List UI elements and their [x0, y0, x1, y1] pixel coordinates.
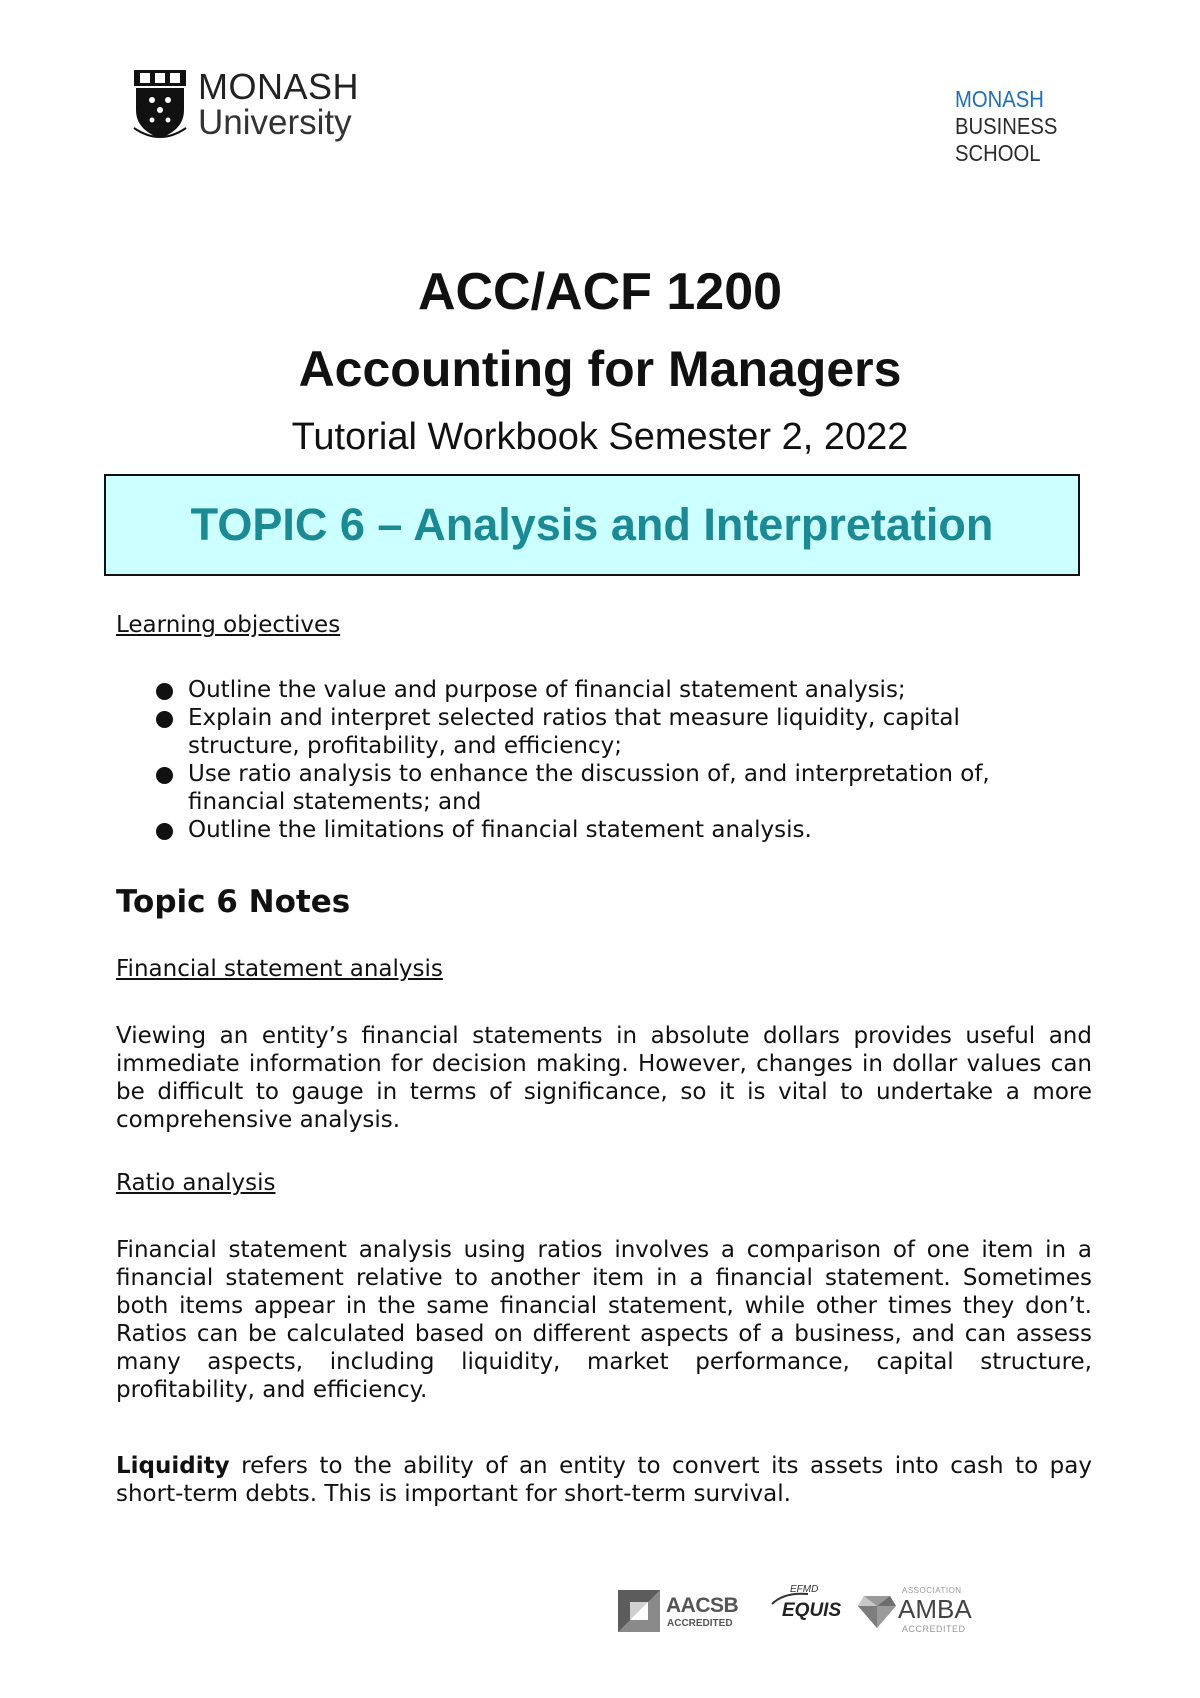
aacsb-subtext: ACCREDITED	[667, 1618, 733, 1629]
course-code: ACC/ACF 1200	[417, 263, 783, 321]
list-item	[156, 760, 1056, 816]
bullet-icon	[156, 711, 173, 728]
ratio-analysis-heading: Ratio analysis	[116, 1170, 276, 1196]
bullet-icon	[156, 683, 173, 700]
amba-gem-icon	[858, 1594, 896, 1628]
liquidity-definition: refers to the ability of an entity to convert its assets into cash to pay short-term debts. This is important for short-term survival.	[116, 1453, 1092, 1507]
aacsb-mark-icon	[618, 1590, 660, 1632]
fsa-paragraph: Viewing an entity’s financial statements in absolute dollars provides useful and immediate information for decision making. However, changes in dollar values can be difficult to gauge in terms of significance, so it is vital to undertake a more comprehensive analysis.	[116, 1023, 1092, 1133]
equis-text: EQUIS	[782, 1600, 842, 1621]
amba-logo	[858, 1586, 972, 1638]
monash-crest-icon	[132, 70, 188, 140]
equis-top-text: EFMD	[790, 1584, 819, 1595]
liquidity-paragraph	[116, 1452, 1092, 1508]
monash-university-logo	[132, 68, 392, 148]
list-item	[156, 704, 1056, 760]
list-item	[156, 816, 1056, 844]
ratio-analysis-paragraph: Financial statement analysis using ratios involves a comparison of one item in a financial statement relative to another item in a financial statement. Sometimes both items appear in the same financial statement, while other times they don’t. Ratios can be calculated based on different aspects of a business, and can assess many aspects, including liquidity, market performance, capital structure, profitability, and efficiency.	[116, 1237, 1092, 1403]
objectives-list	[156, 676, 1056, 844]
school-line-1: MONASH	[955, 86, 1044, 112]
objective-text: Explain and interpret selected ratios that measure liquidity, capital structure, profitability, and efficiency;	[188, 705, 960, 759]
fsa-heading: Financial statement analysis	[116, 956, 443, 982]
topic-title: TOPIC 6 – Analysis and Interpretation	[190, 499, 994, 550]
bullet-icon	[156, 823, 173, 840]
amba-top-text: ASSOCIATION	[902, 1586, 962, 1595]
amba-text: AMBA	[898, 1594, 972, 1624]
logo-university-word: University	[198, 103, 352, 142]
objective-text: Outline the value and purpose of financial statement analysis;	[188, 677, 906, 703]
equis-logo	[770, 1584, 842, 1636]
aacsb-text: AACSB	[666, 1594, 739, 1617]
notes-heading: Topic 6 Notes	[116, 884, 351, 920]
business-school-logo	[955, 86, 1057, 167]
objective-text: Use ratio analysis to enhance the discussion of, and interpretation of, financial statements; and	[188, 761, 990, 815]
learning-objectives-heading: Learning objectives	[116, 612, 341, 638]
school-line-2: BUSINESS	[955, 113, 1058, 139]
objective-text: Outline the limitations of financial statement analysis.	[188, 817, 812, 843]
list-item	[156, 676, 1056, 704]
workbook-subtitle: Tutorial Workbook Semester 2, 2022	[291, 416, 909, 458]
logo-monash-word: MONASH	[198, 66, 360, 107]
liquidity-term: Liquidity	[116, 1453, 230, 1479]
school-line-3: SCHOOL	[955, 140, 1041, 166]
aacsb-logo	[618, 1590, 744, 1634]
course-name: Accounting for Managers	[298, 341, 902, 397]
topic-box	[104, 474, 1080, 576]
bullet-icon	[156, 767, 173, 784]
amba-subtext: ACCREDITED	[902, 1624, 966, 1634]
